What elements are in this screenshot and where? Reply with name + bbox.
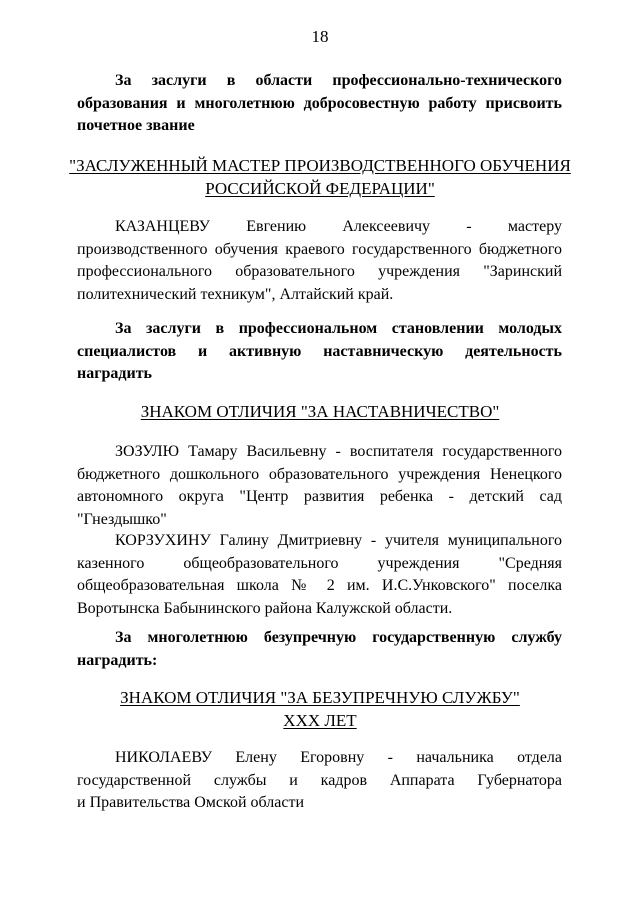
section2-recipient1-line: "Гнездышко" bbox=[77, 510, 167, 528]
section3-intro bbox=[77, 627, 562, 672]
section3-title-line: ЗНАКОМ ОТЛИЧИЯ "ЗА БЕЗУПРЕЧНУЮ СЛУЖБУ" bbox=[120, 688, 520, 707]
section3-recipient-line: государственной службы и кадров Аппарата Губернатора bbox=[77, 771, 562, 789]
section1-recipient-line: профессионального образовательного учреждения "Заринский bbox=[77, 263, 562, 280]
section1-award-title bbox=[60, 154, 580, 200]
section2-recipient-2 bbox=[77, 530, 562, 620]
section2-title-line: ЗНАКОМ ОТЛИЧИЯ "ЗА НАСТАВНИЧЕСТВО" bbox=[140, 402, 500, 421]
section3-intro-line: наградить: bbox=[77, 651, 158, 669]
section2-intro bbox=[77, 318, 562, 386]
section3-recipient-line: и Правительства Омской области bbox=[77, 794, 305, 811]
section2-recipient2-line: Воротынска Бабынинского района Калужской области. bbox=[77, 599, 453, 617]
section2-recipient1-line: автономного округа "Центр развития ребенка - детский сад bbox=[77, 488, 562, 505]
section2-recipient-1 bbox=[77, 441, 562, 531]
section1-recipient bbox=[77, 216, 562, 306]
section2-recipient1-line: ЗОЗУЛЮ Тамару Васильевну - воспитателя государственного bbox=[115, 443, 562, 460]
section3-award-title bbox=[60, 686, 580, 732]
section2-recipient2-line: казенного общеобразовательного учреждения "Средняя bbox=[77, 554, 562, 572]
section2-recipient2-line: КОРЗУХИНУ Галину Дмитриевну - учителя муниципального bbox=[115, 532, 562, 549]
section2-intro-line: специалистов и активную наставническую деятельность bbox=[77, 342, 562, 360]
section2-intro-line: наградить bbox=[77, 365, 153, 382]
section2-recipient2-line: общеобразовательная школа № 2 им. И.С.Унковского" поселка bbox=[77, 577, 562, 594]
section1-intro-line: За заслуги в области профессионально-технического bbox=[115, 72, 562, 89]
section3-title-line: XXX ЛЕТ bbox=[283, 711, 357, 730]
section1-intro-line: почетное звание bbox=[77, 117, 195, 134]
section1-intro-line: образования и многолетнюю добросовестную работу присвоить bbox=[77, 94, 562, 112]
section1-recipient-line: политехнический техникум", Алтайский край. bbox=[77, 285, 394, 303]
section2-recipient1-line: бюджетного дошкольного образовательного учреждения Ненецкого bbox=[77, 465, 562, 483]
section3-recipient-line: НИКОЛАЕВУ Елену Егоровну - начальника отдела bbox=[115, 749, 562, 766]
section2-intro-line: За заслуги в профессиональном становлении молодых bbox=[115, 320, 562, 337]
page-number: 18 bbox=[311, 27, 329, 46]
section2-award-title bbox=[60, 400, 580, 423]
section1-recipient-line: производственного обучения краевого государственного бюджетного bbox=[77, 240, 562, 258]
section1-recipient-line: КАЗАНЦЕВУ Евгению Алексеевичу - мастеру bbox=[115, 218, 562, 235]
section1-title-line: РОССИЙСКОЙ ФЕДЕРАЦИИ" bbox=[205, 179, 435, 198]
section1-intro bbox=[77, 70, 562, 138]
section1-title-line: "ЗАСЛУЖЕННЫЙ МАСТЕР ПРОИЗВОДСТВЕННОГО ОБУЧЕНИЯ bbox=[69, 156, 571, 175]
section3-intro-line: За многолетнюю безупречную государственную службу bbox=[115, 629, 562, 646]
section3-recipient bbox=[77, 747, 562, 815]
